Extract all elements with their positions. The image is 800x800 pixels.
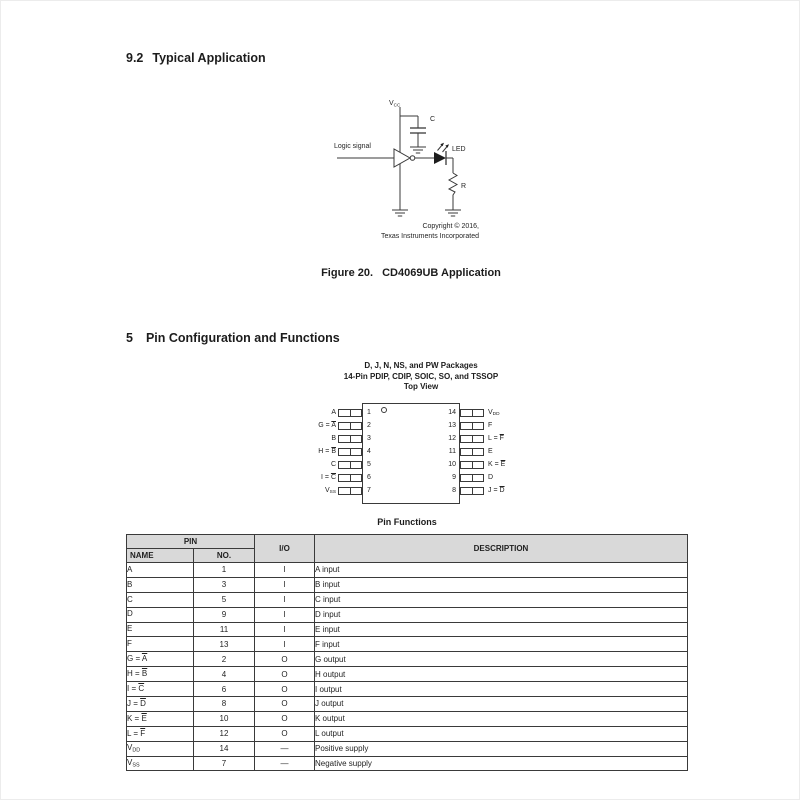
pin-label: VSS xyxy=(324,486,336,495)
pin-name-cell: E xyxy=(127,622,194,637)
copyright-line1: Copyright © 2016, xyxy=(422,223,479,230)
pin-io-cell: I xyxy=(255,577,315,592)
pin-number: 10 xyxy=(448,460,456,468)
pin-description-cell: J output xyxy=(315,697,688,712)
pin-description-cell: D input xyxy=(315,607,688,622)
pin-io-cell: I xyxy=(255,607,315,622)
resistor-label: R xyxy=(461,183,467,190)
pin-no-cell: 10 xyxy=(194,711,255,726)
pin-name-cell: VSS xyxy=(127,756,194,771)
pin-no-cell: 4 xyxy=(194,667,255,682)
table-row xyxy=(127,667,688,682)
pin-no-cell: 14 xyxy=(194,741,255,756)
resistor-symbol xyxy=(446,158,457,210)
pin-name-cell: D xyxy=(127,607,194,622)
pin-no-cell: 2 xyxy=(194,652,255,667)
table-row xyxy=(127,592,688,607)
pin-number: 2 xyxy=(367,421,371,429)
section-9-2-heading xyxy=(126,51,266,65)
figure-label: Figure 20. xyxy=(321,267,374,279)
package-header-line2: 14-Pin PDIP, CDIP, SOIC, SO, and TSSOP xyxy=(343,371,499,381)
pin-name-cell: VDD xyxy=(127,741,194,756)
table-row xyxy=(127,652,688,667)
pin-name-cell: $H = \overline{B}$ xyxy=(127,667,194,682)
pin-io-cell: — xyxy=(255,756,315,771)
name-header: NAME xyxy=(127,549,194,563)
pin-no-cell: 8 xyxy=(194,697,255,712)
ground-symbol xyxy=(410,147,426,153)
figure-title: CD4069UB Application xyxy=(382,267,501,279)
pin-functions-table xyxy=(126,534,688,771)
pin-no-cell: 11 xyxy=(194,622,255,637)
pin-number: 7 xyxy=(367,486,371,494)
pin-lead xyxy=(460,435,484,443)
pin-functions-title: Pin Functions xyxy=(377,517,437,527)
pin-io-cell: I xyxy=(255,592,315,607)
pin-label: $I = \overline{C}$ xyxy=(321,473,336,481)
pin-lead xyxy=(460,487,484,495)
application-circuit-diagram xyxy=(331,96,483,246)
table-row xyxy=(127,682,688,697)
pin-description-cell: C input xyxy=(315,592,688,607)
pin-io-cell: I xyxy=(255,563,315,578)
pin-label: C xyxy=(330,460,336,468)
io-header: I/O xyxy=(255,535,315,563)
table-row xyxy=(127,637,688,652)
pin-number: 3 xyxy=(367,434,371,442)
section-number: 9.2 xyxy=(126,51,144,65)
copyright-line2: Texas Instruments Incorporated xyxy=(380,233,479,240)
pin-name-cell: F xyxy=(127,637,194,652)
package-pin-row-right xyxy=(316,486,521,495)
pin-description-cell: G output xyxy=(315,652,688,667)
pin-header: PIN xyxy=(127,535,255,549)
pin-io-cell: I xyxy=(255,637,315,652)
pin-no-cell: 9 xyxy=(194,607,255,622)
pin-lead xyxy=(460,461,484,469)
pin-name-cell: C xyxy=(127,592,194,607)
pin-name-cell: $J = \overline{D}$ xyxy=(127,697,194,712)
section-title: Typical Application xyxy=(152,51,266,65)
pin-description-cell: Negative supply xyxy=(315,756,688,771)
pin-no-cell: 5 xyxy=(194,592,255,607)
pin-lead xyxy=(460,409,484,417)
section-number: 5 xyxy=(126,331,133,345)
pin-no-cell: 6 xyxy=(194,682,255,697)
pin-description-cell: I output xyxy=(315,682,688,697)
package-right-pins xyxy=(316,401,521,511)
pin-no-cell: 1 xyxy=(194,563,255,578)
package-pin-row-right xyxy=(316,408,521,417)
pin-label: $G = \overline{A}$ xyxy=(318,421,336,429)
package-pinout-diagram xyxy=(316,401,521,511)
package-header-line3: Top View xyxy=(403,382,439,391)
pin-label: D xyxy=(488,473,494,481)
pin-description-cell: B input xyxy=(315,577,688,592)
pin-label: A xyxy=(331,408,336,416)
pin-no-cell: 12 xyxy=(194,726,255,741)
table-row xyxy=(127,607,688,622)
ground-symbol xyxy=(445,210,461,216)
pin-no-cell: 13 xyxy=(194,637,255,652)
pin-name-cell: B xyxy=(127,577,194,592)
pin-number: 13 xyxy=(448,421,456,429)
pin-label: $L = \overline{F}$ xyxy=(488,434,504,442)
inverter-gate xyxy=(394,149,415,167)
pin-io-cell: O xyxy=(255,711,315,726)
pin-io-cell: O xyxy=(255,652,315,667)
table-row xyxy=(127,741,688,756)
pin-label: E xyxy=(488,447,493,455)
pin-number: 14 xyxy=(448,408,456,416)
pin-io-cell: O xyxy=(255,726,315,741)
pin-io-cell: O xyxy=(255,697,315,712)
table-header-row-1 xyxy=(127,535,688,549)
led-symbol xyxy=(434,143,449,165)
section-5-heading xyxy=(126,331,340,345)
package-header xyxy=(319,361,523,393)
pin-description-cell: E input xyxy=(315,622,688,637)
pin-label: B xyxy=(331,434,336,442)
pin-label: $K = \overline{E}$ xyxy=(488,460,506,468)
table-row xyxy=(127,711,688,726)
pin-number: 6 xyxy=(367,473,371,481)
pin-label: F xyxy=(488,421,493,429)
table-row xyxy=(127,756,688,771)
pin-label: $J = \overline{D}$ xyxy=(488,486,505,494)
package-pin-row-right xyxy=(316,434,521,443)
package-pin-row-right xyxy=(316,421,521,430)
table-row xyxy=(127,622,688,637)
pin-lead xyxy=(460,448,484,456)
pin-description-cell: Positive supply xyxy=(315,741,688,756)
capacitor xyxy=(400,116,426,147)
no-header: NO. xyxy=(194,549,255,563)
pin-name-cell: $K = \overline{E}$ xyxy=(127,711,194,726)
pin-description-cell: F input xyxy=(315,637,688,652)
pin-number: 11 xyxy=(448,447,456,455)
pin-name-cell: $G = \overline{A}$ xyxy=(127,652,194,667)
table-body xyxy=(127,563,688,771)
ground-symbol xyxy=(392,210,408,216)
package-pin-row-right xyxy=(316,447,521,456)
pin-io-cell: I xyxy=(255,622,315,637)
capacitor-label: C xyxy=(430,116,436,123)
package-pin-row-right xyxy=(316,460,521,469)
pin-io-cell: O xyxy=(255,682,315,697)
pin-label: VDD xyxy=(488,408,500,417)
table-row xyxy=(127,563,688,578)
pin-description-cell: K output xyxy=(315,711,688,726)
pin-description-cell: H output xyxy=(315,667,688,682)
pin-lead xyxy=(460,422,484,430)
table-row xyxy=(127,577,688,592)
pin-no-cell: 7 xyxy=(194,756,255,771)
pin-io-cell: O xyxy=(255,667,315,682)
section-title: Pin Configuration and Functions xyxy=(145,331,340,345)
pin-lead xyxy=(460,474,484,482)
pin-name-cell: $I = \overline{C}$ xyxy=(127,682,194,697)
pin-label: $H = \overline{B}$ xyxy=(318,447,336,455)
pin-name-cell: $L = \overline{F}$ xyxy=(127,726,194,741)
pin-number: 9 xyxy=(452,473,456,481)
vcc-label: $V_{CC}$ xyxy=(389,100,401,108)
package-pin-row-right xyxy=(316,473,521,482)
table-row xyxy=(127,726,688,741)
pin-number: 5 xyxy=(367,460,371,468)
description-header: DESCRIPTION xyxy=(315,535,688,563)
pin-description-cell: L output xyxy=(315,726,688,741)
table-row xyxy=(127,697,688,712)
pin-number: 8 xyxy=(452,486,456,494)
pin-name-cell: A xyxy=(127,563,194,578)
pin-number: 4 xyxy=(367,447,371,455)
logic-signal-label: Logic signal xyxy=(334,143,371,150)
led-label: LED xyxy=(452,146,466,153)
pin-description-cell: A input xyxy=(315,563,688,578)
pin-no-cell: 3 xyxy=(194,577,255,592)
pin-number: 1 xyxy=(367,408,371,416)
figure-20-caption xyxy=(261,267,561,279)
pin-io-cell: — xyxy=(255,741,315,756)
package-header-line1: D, J, N, NS, and PW Packages xyxy=(364,361,478,370)
pin-number: 12 xyxy=(448,434,456,442)
